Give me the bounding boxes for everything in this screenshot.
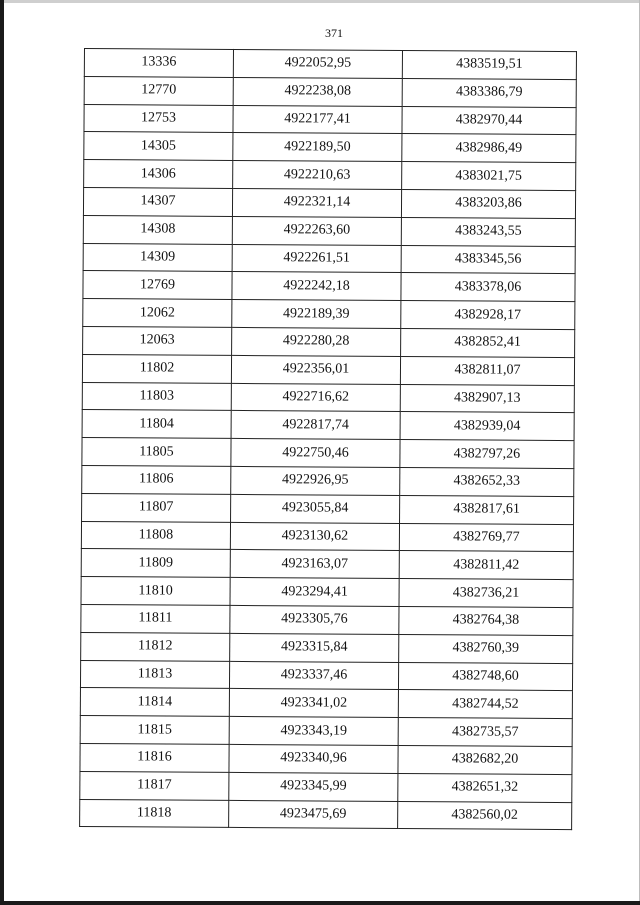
point-number-cell: 14305 — [84, 132, 233, 161]
point-number-cell: 11810 — [81, 577, 230, 606]
x-coordinate-cell: 4922280,28 — [232, 327, 401, 356]
point-number-cell: 11809 — [81, 549, 230, 578]
point-number-cell: 14307 — [83, 187, 232, 216]
y-coordinate-cell: 4382797,26 — [400, 440, 574, 469]
scan-edge-top — [0, 0, 640, 3]
table-row — [82, 354, 574, 385]
point-number-cell: 12769 — [83, 271, 232, 300]
x-coordinate-cell: 4922321,14 — [232, 188, 401, 217]
y-coordinate-cell: 4382748,60 — [398, 662, 572, 691]
x-coordinate-cell: 4922817,74 — [231, 411, 400, 440]
table-row — [83, 215, 575, 246]
x-coordinate-cell: 4922716,62 — [231, 383, 400, 412]
point-number-cell: 11817 — [80, 771, 229, 800]
table-row — [81, 549, 573, 580]
y-coordinate-cell: 4382928,17 — [401, 301, 575, 330]
table-row — [83, 187, 575, 218]
table-row — [84, 132, 576, 163]
table-row — [80, 799, 572, 830]
x-coordinate-cell: 4923130,62 — [230, 522, 399, 551]
table-row — [84, 160, 576, 191]
point-number-cell: 12062 — [83, 299, 232, 328]
point-number-cell: 14306 — [84, 160, 233, 189]
table-row — [83, 299, 575, 330]
table-row — [84, 76, 576, 107]
table-row — [80, 716, 572, 747]
x-coordinate-cell: 4922177,41 — [233, 105, 402, 134]
x-coordinate-cell: 4923294,41 — [230, 578, 399, 607]
y-coordinate-cell: 4382760,39 — [399, 634, 573, 663]
table-row — [81, 521, 573, 552]
point-number-cell: 11803 — [82, 382, 231, 411]
table-row — [80, 771, 572, 802]
x-coordinate-cell: 4922926,95 — [231, 466, 400, 495]
table-row — [80, 660, 572, 691]
point-number-cell: 14309 — [83, 243, 232, 272]
x-coordinate-cell: 4923340,96 — [229, 744, 398, 773]
table-row — [82, 465, 574, 496]
y-coordinate-cell: 4383519,51 — [402, 51, 576, 80]
y-coordinate-cell: 4382735,57 — [398, 718, 572, 747]
point-number-cell: 13336 — [84, 49, 233, 78]
y-coordinate-cell: 4382852,41 — [401, 328, 575, 357]
y-coordinate-cell: 4382744,52 — [398, 690, 572, 719]
point-number-cell: 12063 — [83, 326, 232, 355]
x-coordinate-cell: 4922189,50 — [233, 133, 402, 162]
table-row — [83, 271, 575, 302]
y-coordinate-cell: 4382939,04 — [400, 412, 574, 441]
x-coordinate-cell: 4923315,84 — [230, 633, 399, 662]
point-number-cell: 11807 — [82, 493, 231, 522]
y-coordinate-cell: 4382769,77 — [399, 523, 573, 552]
table-row — [82, 438, 574, 469]
point-number-cell: 11812 — [81, 632, 230, 661]
point-number-cell: 11811 — [81, 604, 230, 633]
y-coordinate-cell: 4382907,13 — [400, 384, 574, 413]
coordinates-table — [79, 48, 577, 830]
point-number-cell: 12770 — [84, 76, 233, 105]
table-row — [84, 49, 576, 80]
table-row — [83, 243, 575, 274]
x-coordinate-cell: 4923337,46 — [229, 661, 398, 690]
scan-edge-bottom — [0, 901, 640, 905]
x-coordinate-cell: 4923343,19 — [229, 717, 398, 746]
x-coordinate-cell: 4922263,60 — [232, 216, 401, 245]
point-number-cell: 14308 — [83, 215, 232, 244]
y-coordinate-cell: 4382986,49 — [402, 134, 576, 163]
x-coordinate-cell: 4922210,63 — [233, 161, 402, 190]
table-row — [81, 577, 573, 608]
x-coordinate-cell: 4923163,07 — [230, 550, 399, 579]
table-row — [84, 104, 576, 135]
y-coordinate-cell: 4382682,20 — [398, 745, 572, 774]
y-coordinate-cell: 4382817,61 — [400, 495, 574, 524]
table-row — [80, 743, 572, 774]
scan-edge-left — [0, 0, 4, 905]
page-number: 371 — [325, 26, 343, 40]
table-row — [82, 410, 574, 441]
table-row — [80, 688, 572, 719]
point-number-cell: 11805 — [82, 438, 231, 467]
x-coordinate-cell: 4923055,84 — [231, 494, 400, 523]
point-number-cell: 11813 — [80, 660, 229, 689]
x-coordinate-cell: 4922238,08 — [233, 77, 402, 106]
x-coordinate-cell: 4922261,51 — [232, 244, 401, 273]
point-number-cell: 11818 — [80, 799, 229, 828]
y-coordinate-cell: 4383243,55 — [401, 217, 575, 246]
y-coordinate-cell: 4383345,56 — [401, 245, 575, 274]
point-number-cell: 11815 — [80, 716, 229, 745]
y-coordinate-cell: 4383021,75 — [402, 162, 576, 191]
point-number-cell: 11814 — [80, 688, 229, 717]
x-coordinate-cell: 4923345,99 — [229, 772, 398, 801]
table-row — [82, 493, 574, 524]
x-coordinate-cell: 4923475,69 — [229, 800, 398, 829]
y-coordinate-cell: 4382811,42 — [399, 551, 573, 580]
x-coordinate-cell: 4922242,18 — [232, 272, 401, 301]
y-coordinate-cell: 4382652,33 — [400, 467, 574, 496]
y-coordinate-cell: 4382970,44 — [402, 106, 576, 135]
coordinates-table-body — [80, 49, 577, 830]
y-coordinate-cell: 4382764,38 — [399, 606, 573, 635]
table-row — [82, 382, 574, 413]
x-coordinate-cell: 4922750,46 — [231, 439, 400, 468]
y-coordinate-cell: 4383386,79 — [402, 78, 576, 107]
y-coordinate-cell: 4382651,32 — [398, 773, 572, 802]
y-coordinate-cell: 4382811,07 — [400, 356, 574, 385]
table-row — [81, 604, 573, 635]
table-row — [83, 326, 575, 357]
x-coordinate-cell: 4922189,39 — [232, 300, 401, 329]
point-number-cell: 11808 — [81, 521, 230, 550]
y-coordinate-cell: 4382736,21 — [399, 579, 573, 608]
point-number-cell: 11816 — [80, 743, 229, 772]
y-coordinate-cell: 4383378,06 — [401, 273, 575, 302]
coordinates-table-container — [79, 48, 577, 830]
x-coordinate-cell: 4922052,95 — [233, 49, 402, 78]
y-coordinate-cell: 4382560,02 — [398, 801, 572, 830]
point-number-cell: 12753 — [84, 104, 233, 133]
y-coordinate-cell: 4383203,86 — [401, 189, 575, 218]
table-row — [81, 632, 573, 663]
point-number-cell: 11802 — [82, 354, 231, 383]
x-coordinate-cell: 4922356,01 — [231, 355, 400, 384]
point-number-cell: 11804 — [82, 410, 231, 439]
x-coordinate-cell: 4923341,02 — [229, 689, 398, 718]
point-number-cell: 11806 — [82, 465, 231, 494]
x-coordinate-cell: 4923305,76 — [230, 605, 399, 634]
